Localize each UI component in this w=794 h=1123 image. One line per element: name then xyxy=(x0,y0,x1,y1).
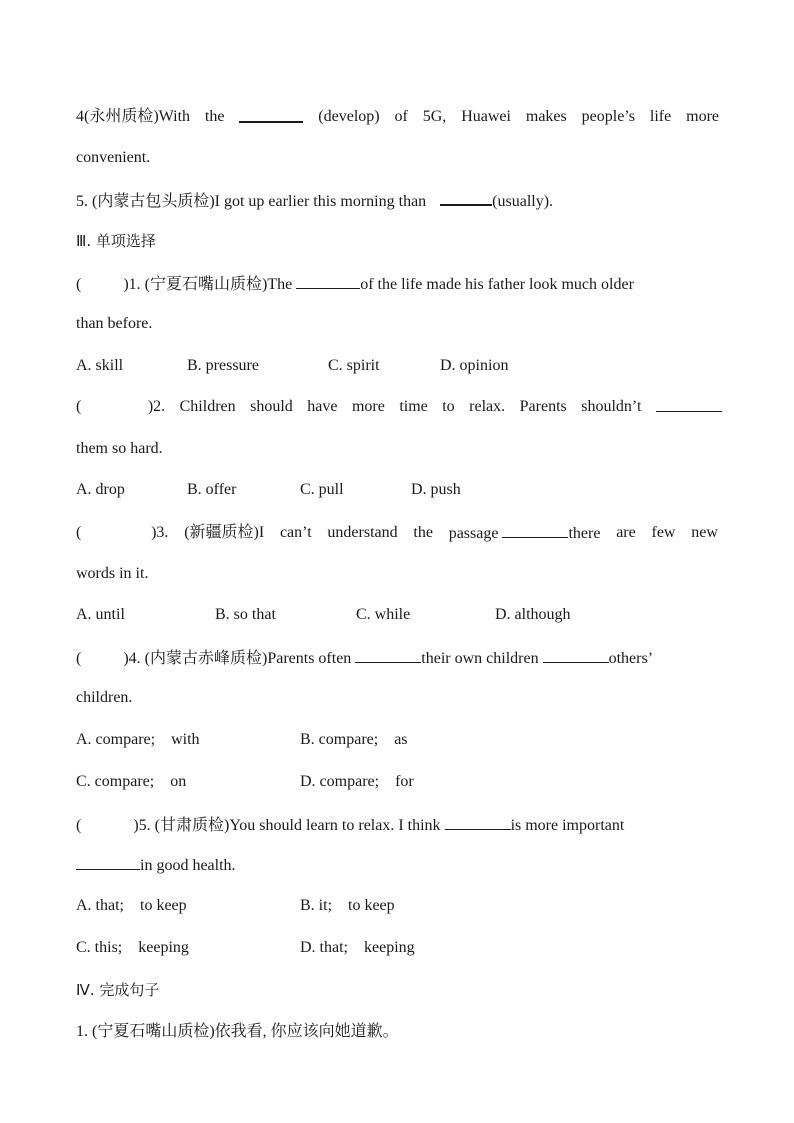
question-stem-tail: is more important xyxy=(510,817,625,834)
mc-question-4-options-row-2 xyxy=(76,772,736,792)
question-stem-tail: others’ xyxy=(608,650,654,667)
word: relax. xyxy=(469,398,506,415)
word: are xyxy=(616,524,636,541)
option-d[interactable]: D. although xyxy=(495,606,571,623)
option-c[interactable]: C. this; keeping xyxy=(76,939,189,956)
answer-paren-open[interactable]: ( xyxy=(76,398,82,415)
word: (新疆质检)I xyxy=(184,524,265,541)
option-d[interactable]: D. compare; for xyxy=(300,773,414,790)
option-d[interactable]: D. that; keeping xyxy=(300,939,415,956)
question-stem: )4. (内蒙古赤峰质检)Parents often xyxy=(123,650,352,667)
mc-question-4-options-row-1 xyxy=(76,730,736,750)
word: shouldn’t xyxy=(581,398,642,415)
word: few xyxy=(651,524,676,541)
answer-blank[interactable] xyxy=(239,107,303,129)
mc-question-2-options xyxy=(76,480,736,500)
answer-blank[interactable] xyxy=(355,648,421,663)
option-a[interactable]: A. until xyxy=(76,606,125,623)
option-a[interactable]: A. skill xyxy=(76,357,124,374)
answer-paren-open[interactable]: ( xyxy=(76,524,82,541)
option-c[interactable]: C. while xyxy=(356,606,411,623)
answer-blank[interactable] xyxy=(502,523,568,538)
word: new xyxy=(691,524,718,541)
answer-blank[interactable] xyxy=(296,274,360,289)
mc-question-3-line-1 xyxy=(76,523,718,544)
option-c[interactable]: C. spirit xyxy=(328,357,380,374)
word: 5G, xyxy=(422,108,447,125)
mc-question-5-options-row-2 xyxy=(76,938,736,958)
word xyxy=(449,523,601,544)
mc-question-2-line-2: them so hard. xyxy=(76,440,163,457)
question-5-text: 5. (内蒙古包头质检)I got up earlier this morning than xyxy=(76,193,427,210)
word: understand xyxy=(327,524,398,541)
question-5-suffix: (usually). xyxy=(492,193,554,210)
word: more xyxy=(351,398,385,415)
question-number: )2. xyxy=(147,398,166,415)
word-text: there xyxy=(568,525,601,542)
option-d[interactable]: D. push xyxy=(411,481,461,498)
word: Children xyxy=(179,398,236,415)
word: of xyxy=(394,108,408,125)
option-d[interactable]: D. opinion xyxy=(440,357,509,374)
question-stem: )1. (宁夏石嘴山质检)The xyxy=(123,276,293,293)
mc-question-3-options xyxy=(76,605,736,625)
section-4-heading: Ⅳ. 完成句子 xyxy=(76,981,160,999)
answer-blank[interactable] xyxy=(445,815,511,830)
question-number: )3. xyxy=(151,524,169,541)
word: can’t xyxy=(279,524,312,541)
word: more xyxy=(686,108,719,125)
mc-question-5-options-row-1 xyxy=(76,896,736,916)
word: people’s xyxy=(581,108,635,125)
mc-question-1-options xyxy=(76,356,736,376)
word: Parents xyxy=(519,398,567,415)
question-stem: )5. (甘肃质检)You should learn to relax. I think xyxy=(133,817,441,834)
mc-question-1-line-2: than before. xyxy=(76,315,153,332)
word: have xyxy=(307,398,338,415)
question-stem-tail: of the life made his father look much older xyxy=(360,276,634,293)
mc-question-3-line-2: words in it. xyxy=(76,565,149,582)
question-stem-mid: their own children xyxy=(421,650,539,667)
question-4-line-2: convenient. xyxy=(76,149,151,166)
option-b[interactable]: B. pressure xyxy=(187,357,259,374)
word: to xyxy=(442,398,455,415)
word: the xyxy=(204,108,225,125)
option-b[interactable]: B. offer xyxy=(187,481,237,498)
option-a[interactable]: A. compare; with xyxy=(76,731,200,748)
word: time xyxy=(399,398,428,415)
mc-question-5-line-2 xyxy=(76,855,236,876)
mc-question-1-line-1 xyxy=(76,274,719,295)
answer-blank[interactable] xyxy=(656,397,722,418)
answer-blank[interactable] xyxy=(76,855,140,870)
option-c[interactable]: C. pull xyxy=(300,481,344,498)
word: should xyxy=(250,398,293,415)
mc-question-4-line-2: children. xyxy=(76,689,133,706)
answer-blank[interactable] xyxy=(440,190,492,206)
mc-question-2-line-1 xyxy=(76,397,722,418)
word: 4(永州质检)With xyxy=(76,108,191,125)
option-a[interactable]: A. that; to keep xyxy=(76,897,187,914)
question-4-line-1 xyxy=(76,107,719,129)
question-stem-cont: in good health. xyxy=(140,857,236,874)
word: makes xyxy=(525,108,567,125)
word: Huawei xyxy=(461,108,511,125)
option-b[interactable]: B. so that xyxy=(215,606,276,623)
question-5 xyxy=(76,190,553,212)
mc-question-4-line-1 xyxy=(76,648,653,669)
answer-blank[interactable] xyxy=(543,648,609,663)
option-c[interactable]: C. compare; on xyxy=(76,773,187,790)
answer-paren-open[interactable]: ( xyxy=(76,650,82,667)
answer-paren-open[interactable]: ( xyxy=(76,817,82,834)
section-3-heading: Ⅲ. 单项选择 xyxy=(76,232,156,250)
option-b[interactable]: B. compare; as xyxy=(300,731,408,748)
word: life xyxy=(649,108,672,125)
word: the xyxy=(413,524,433,541)
option-b[interactable]: B. it; to keep xyxy=(300,897,395,914)
translation-question-1: 1. (宁夏石嘴山质检)依我看, 你应该向她道歉。 xyxy=(76,1023,399,1040)
word-text: passage xyxy=(448,525,499,542)
option-a[interactable]: A. drop xyxy=(76,481,125,498)
answer-paren-open[interactable]: ( xyxy=(76,276,82,293)
word: (develop) xyxy=(318,108,380,125)
mc-question-5-line-1 xyxy=(76,815,624,836)
